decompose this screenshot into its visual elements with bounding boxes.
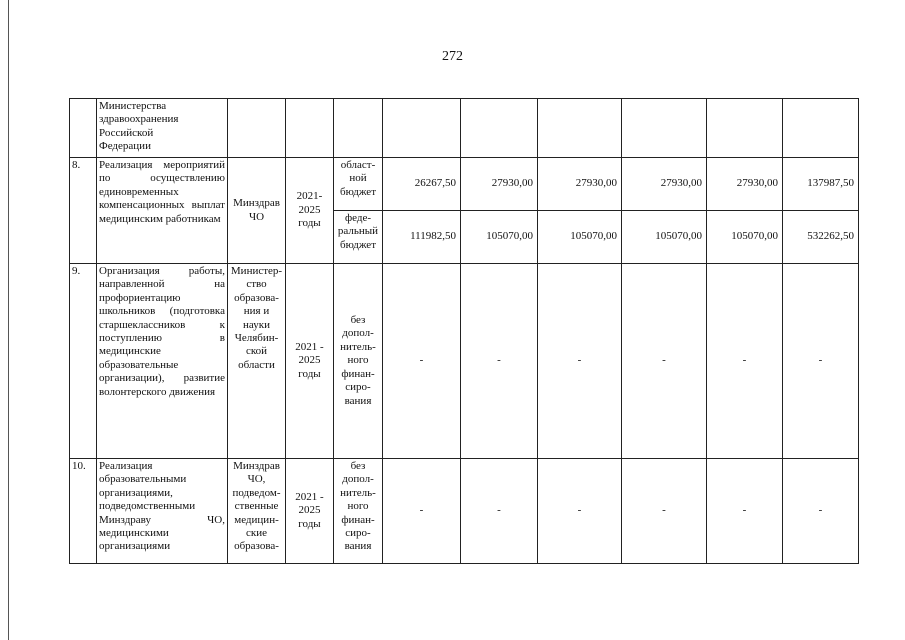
cell-value: 27930,00 [622,158,707,211]
cell-value: 137987,50 [783,158,859,211]
cell-value: - [538,264,622,459]
cell-num [70,99,97,158]
cell-value: - [783,459,859,564]
cell-value: 532262,50 [783,211,859,264]
cell-value: - [707,459,783,564]
cell-value: - [783,264,859,459]
cell-value: - [383,459,461,564]
cell-value: 27930,00 [461,158,538,211]
cell-measure-name: Организация работы, направленной на профориентацию школьников (подготовка старшеклассников к поступлению в медицинские образовательные организации), развитие волонтерского движения [97,264,228,459]
cell-num: 9. [70,264,97,459]
cell-source [334,99,383,158]
cell-measure-name: Реализация мероприятий по осуществлению единовременных компенсационных выплат медицинским работникам [97,158,228,264]
cell-value: - [461,459,538,564]
cell-value: 27930,00 [538,158,622,211]
cell-executor: Минздрав ЧО [228,158,286,264]
cell-value: 27930,00 [707,158,783,211]
cell-value: 105070,00 [461,211,538,264]
cell-value: 26267,50 [383,158,461,211]
cell-value [383,99,461,158]
table-row [70,459,859,564]
table-row [70,264,859,459]
cell-value: - [622,264,707,459]
cell-value [707,99,783,158]
cell-source: без допол- нитель- ного финан- сиро- вания [334,264,383,459]
cell-value: 105070,00 [707,211,783,264]
cell-value: 105070,00 [538,211,622,264]
cell-source: феде- ральный бюджет [334,211,383,264]
cell-period [286,99,334,158]
cell-period: 2021- 2025 годы [286,158,334,264]
cell-value: - [383,264,461,459]
table-row-continuation [70,99,859,158]
cell-value: 105070,00 [622,211,707,264]
cell-value [538,99,622,158]
cell-value: - [461,264,538,459]
cell-source: без допол- нитель- ного финан- сиро- вания [334,459,383,564]
cell-source: област- ной бюджет [334,158,383,211]
cell-value: - [538,459,622,564]
cell-executor: Минздрав ЧО, подведом- ственные медицин- ские образова- [228,459,286,564]
cell-value: - [707,264,783,459]
cell-value [461,99,538,158]
cell-value: 111982,50 [383,211,461,264]
cell-period: 2021 - 2025 годы [286,264,334,459]
cell-value [622,99,707,158]
cell-measure-name: Реализация образовательными организациями, подведомственными Минздраву ЧО, медицинскими организациями [97,459,228,564]
page-left-border [8,0,9,640]
program-measures-table [69,98,859,564]
page-number: 272 [442,49,463,64]
cell-value: - [622,459,707,564]
cell-executor [228,99,286,158]
cell-measure-name: Министерства здравоохранения Российской Федерации [97,99,228,158]
cell-num: 8. [70,158,97,264]
cell-executor: Министер- ство образова- ния и науки Челябин- ской области [228,264,286,459]
cell-period: 2021 - 2025 годы [286,459,334,564]
table-row [70,158,859,211]
cell-value [783,99,859,158]
cell-num: 10. [70,459,97,564]
